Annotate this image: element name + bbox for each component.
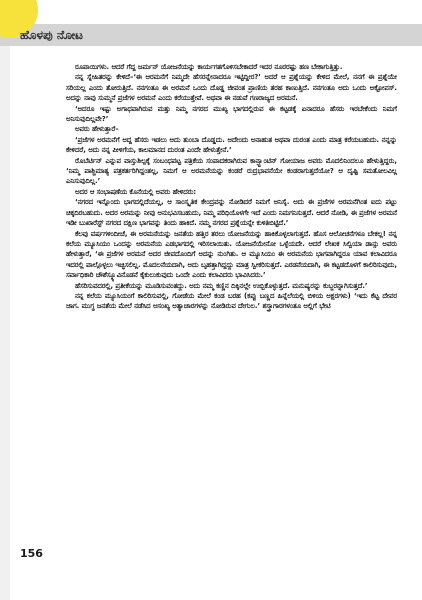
body-text <box>66 62 397 557</box>
paragraph: ‘ಪ್ರಜೆಗಳ ಅರಮನೆಗೆ ಅದ್ದ ಹೆಸರು ಇಡಲು ಅದು ತುಂಬಾ ದೊಡ್ಡದು. ಅದೇಂದು ಅನಾಹುತ ಅಥವಾ ದುರಂತ ಎಂದು ಮಾತ್ರ ಕರೆಯಬಹುದು. ನನ್ನನ್ನು ಕೇಳಿದರೆ, ಅದು ನನ್ನ ಪೀಳಿಗೆಯ, ಕಾಲಮಾನದ ದುರಂತ ಎಂದೇ ಹೇಳುತ್ತೇನೆ.’ <box>66 135 397 155</box>
paragraph: ‘ಅದರೂ ಇಷ್ಟು ಅಗಾಧವಾಗಿರುವ ಮತ್ತು ನಿಮ್ಮ ನಗರದ ಮುಖ್ಯ ಭಾಗದಲ್ಲಿರುವ ಈ ಕಟ್ಟಡಕ್ಕೆ ಏನಾದರೂ ಹೆಸರು ಇರಬೇಕೆಂದು ನಿಮಗೆ ಅನಿಸುವುದಿಲ್ಲವೇ?’ <box>66 104 397 124</box>
paragraph: ನನ್ನ ಸ್ನೇಹಿತರನ್ನು ಕೇಳಿದೆ–‘ಈ ಆರಮನೆಗೆ ನಿಮ್ಮದೇ ಹೆಸರನ್ನೇನಾದರೂ ಇಟ್ಟಿದ್ದೀರ?’ ಅದರೆ ಆ ಪ್ರಶ್ನೆಯನ್ನು ಕೇಳಿದ ಮೇಲೆ, ನನಗೆ ಈ ಪ್ರಶ್ನೆಯೇ ಸರಿಯಲ್ಲ ಎಂದು ತೋರುತ್ತಿದೆ. ನನಗಂತೂ ಈ ಅರಮನೆ ಒಂದು ದೊಡ್ಡ ಜೀವಂತ ಪ್ರಾಣಿಯ ತರಹ ಕಾಣುತ್ತಿದೆ. ನನಗಂತೂ ಅದು ಒಂದು ಅಕ್ಟೋಪಸ್. ಅದನ್ನು ನಾವು ಸುಮ್ಮನೆ ಪ್ರಜೆಗಳ ಅರಮನೆ ಎಂದು ಕರೆಯುತ್ತೇವೆ. ಅಥವಾ ಈ ನಡುವೆ ಗಣರಾಜ್ಯದ ಅರಮನೆ. <box>66 73 397 103</box>
paragraph: ಹೆಸರಿಸುವದರಲ್ಲಿ, ಪ್ರತೀಕೆಯನ್ನು ಮೂಡಿಸುವಂತದ್ದು. ಅದು ನಮ್ಮ ಕಣ್ಣಿನ ದಿಕ್ಕಿನಲ್ಲೇ ಉಬ್ಬಿಕೊಳ್ಳುತ್ತದೆ. ಮನುಷ್ಯರನ್ನು ಕುಬ್ಜರನ್ನಾಗಿಸುತ್ತದೆ.’ <box>75 281 368 290</box>
paragraph: ರೊಬೆರ್ಟಿನ್ ಎನ್ನುವ ವಾಸ್ತುಶಿಲ್ಪಕ್ಕೆ ಸಂಬಂಧಪಟ್ಟ ಪತ್ರಿಕೆಯ ಸಂಪಾದಕರಾಗಿರುವ ಕಾನ್ಸ್ಟಾಂಟಿನ್ ಗೋಯಾಜ ಅವರು ಮೊದಲಿನಿಂದಲೂ ಹೇಳುತ್ತಿದ್ದರು, ‘ನಿಮ್ಮ ಪಾಶ್ಚಿಮಾತ್ಯ ಪತ್ರಕರ್ತರಿಗಿದ್ದಂತಲ್ಲ, ನಿಮಗೆ ಆ ಅರಮನೆಯನ್ನು ಕಂಡರೆ ರುದ್ರಭಾವನೆಯೇ ಕಂಡರಾಗುತ್ತದೆಯೋ? ಆ ದೃಷ್ಟಿ ಸಮತೋಲವಿಲ್ಲ ಎನಿಸುವುದಿಲ್ಲ.’ <box>66 156 397 186</box>
page-number: 156 <box>20 547 43 560</box>
paragraph: ಅವರು ಹೇಳುತ್ತಾರೆ– <box>75 125 119 134</box>
left-margin-strip <box>0 46 10 600</box>
paragraph: ಕೆಲವು ವರ್ಷಗಳಿಂದೀಚೆ, ಈ ಅರಮನೆಯನ್ನು ಜನತೆಯ ಹತ್ತಿರ ತರಲು ಯೋಜನೆಯನ್ನು ಹಾಕಿಕೊಳ್ಳಲಾಗುತ್ತದೆ. ಹೊಸ ಆಲೋಚನೆಗಳೂ ಬೇಕಲ್ಲ! ನನ್ನ ಕಲೆಯ ಮ್ಯೂಸಿಯಂ ಒಂದನ್ನು ಅರಮನೆಯ ಎಡಭಾಗದಲ್ಲಿ ಇರಿಸಲಾಯಿತು. ಯೋಜನೆಯೇನೋ ಒಳ್ಳೆಯದೇ. ಆದರೆ ಲೇಖಕ ಸಿಲ್ವಿಯಾ ಡಾನ್ಸು ಅವರು ಹೇಳುತ್ತಾರೆ, ‘ಈ ಪ್ರಜೆಗಳ ಅರಮನೆ ಅದರ ಜೀವದೊಂದಿಗೆ ಅದನ್ನು ನುಂಗಿತು. ಆ ಮ್ಯೂಸಿಯಂ ಈ ಅರಮನೆಯ ಭಾಗವಾಗಿದ್ದರೂ ಯಾವ ಕಲಾವಿದರೂ ಇದರಲ್ಲಿ ಪಾಲ್ಗೊಳ್ಳಲು ಇಚ್ಛಿಸಲಿಲ್ಲ. ಮೊದಲನೆಯದಾಗಿ, ಅದು ಬೃಹತ್ತಾಗಿದ್ದದ್ದು ಮಾತ್ರ ಸ್ವೀಕರಿಸುತ್ತದೆ. ಎರಡನೆಯದಾಗಿ, ಈ ಕಟ್ಟಡದೊಳಗೆ ಕಾಲಿರಿಸುವುದು, ಸರ್ವಾಧಿಕಾರಿ ಚೌಶೆಸ್ಕ್ಯೂವಿನೊಡನೆ ಕೈಕುಲುಕುವುದು ಒಂದೇ ಎಂದು ಕಲಾವಿದರು ಭಾವಿಸಿದರು.’ <box>66 229 397 280</box>
paragraph: ರೂಪಾಯಿಗಳು. ಆದರೆ ಗೆದ್ದ ಜರ್ಮನ್ ಯೋಜನೆಯನ್ನು ಕಾರ್ಯಗತಗೊಳಿಸಬೇಕಾದರೆ ಇದರ ನೂರರಷ್ಟು ಹಣ ಬೇಕಾಗುತ್ತಿತ್ತು. <box>75 63 343 71</box>
paragraph: ಅದರ ಆ ಸಂಭಾಷಣೆಯ ಕೊನೆಯಲ್ಲಿ ಅವರು ಹೇಳಿದರು: <box>75 187 197 196</box>
paragraph: ‘ನಗರದ ಇನ್ನೊಂದು ಭಾಗದಲ್ಲಿದೆಯಲ್ಲ, ಆ ಸಾಂಸ್ಕೃತಿಕ ಕೇಂದ್ರವನ್ನು ನೋಡಿದರೆ ನಿಮಗೆ ಅನಿಸೈ. ಅದು ಈ ಪ್ರಜೆಗಳ ಅರಮನೆಗಿಂತ ಐದು ಪಟ್ಟು ಚಿಕ್ಕದಿರಬಹುದು. ಅದರ ಅರಮನ್ನು ನೀವು ಅನುಭವಿಸಬಹುದು, ನಿಮ್ಮ ಪರಿಧಿಯೊಳಗೇ ಇದೆ ಎಂದು ನಿಮಗನಿಸುತ್ತದೆ. ಆದರೆ ನೋಡಿ, ಈ ಪ್ರಜೆಗಳ ಅರಮನೆ ಇಡೀ ಬುಖಾರೆಸ್ಟ್ ನಗರದ ದಕ್ಷಿಣ ಭಾಗವನ್ನು ತಿಂದು ಹಾಕಿದೆ. ನಮ್ಮ ನಗರದ ಪ್ರಶ್ನೆಯನ್ನೇ ಕುಳಿತಿಬಿಟ್ಟಿದೆ.’ <box>66 198 397 228</box>
running-header-title: ಹೊಳಪು ನೋಟ <box>20 28 84 42</box>
paragraph: ನನ್ನ ಕಲೆಯ ಮ್ಯೂಸಿಯಂಗೆ ಕಾಲಿರಿಸುವಲ್ಲಿ, ಗೋಡೆಯ ಮೇಲೆ ಕಂಡ ಬರಹ (ಕಪ್ಪು ಬಣ್ಣದ ಹಿನ್ನೆಲೆಯಲ್ಲಿ ಬಿಳಿಯ ಅಕ್ಷರಗಳು) ‘ಇದು ಕೆಟ್ಟ ದೇವರ ಜಾಗ. ಮುಗ್ಧ ಜನತೆಯ ಮೇಲೆ ನಡೆಸಿದ ಅಸಂಖ್ಯ ಅತ್ಯಾಚಾರಗಳನ್ನು ನೋಡಿರುವ ದೇಗುಲ.’ ಶಸ್ತ್ರಾಗಾರಗಳಂತೂ ಅಲ್ಲಿಗೆ ಭೇಟಿ <box>66 291 397 311</box>
